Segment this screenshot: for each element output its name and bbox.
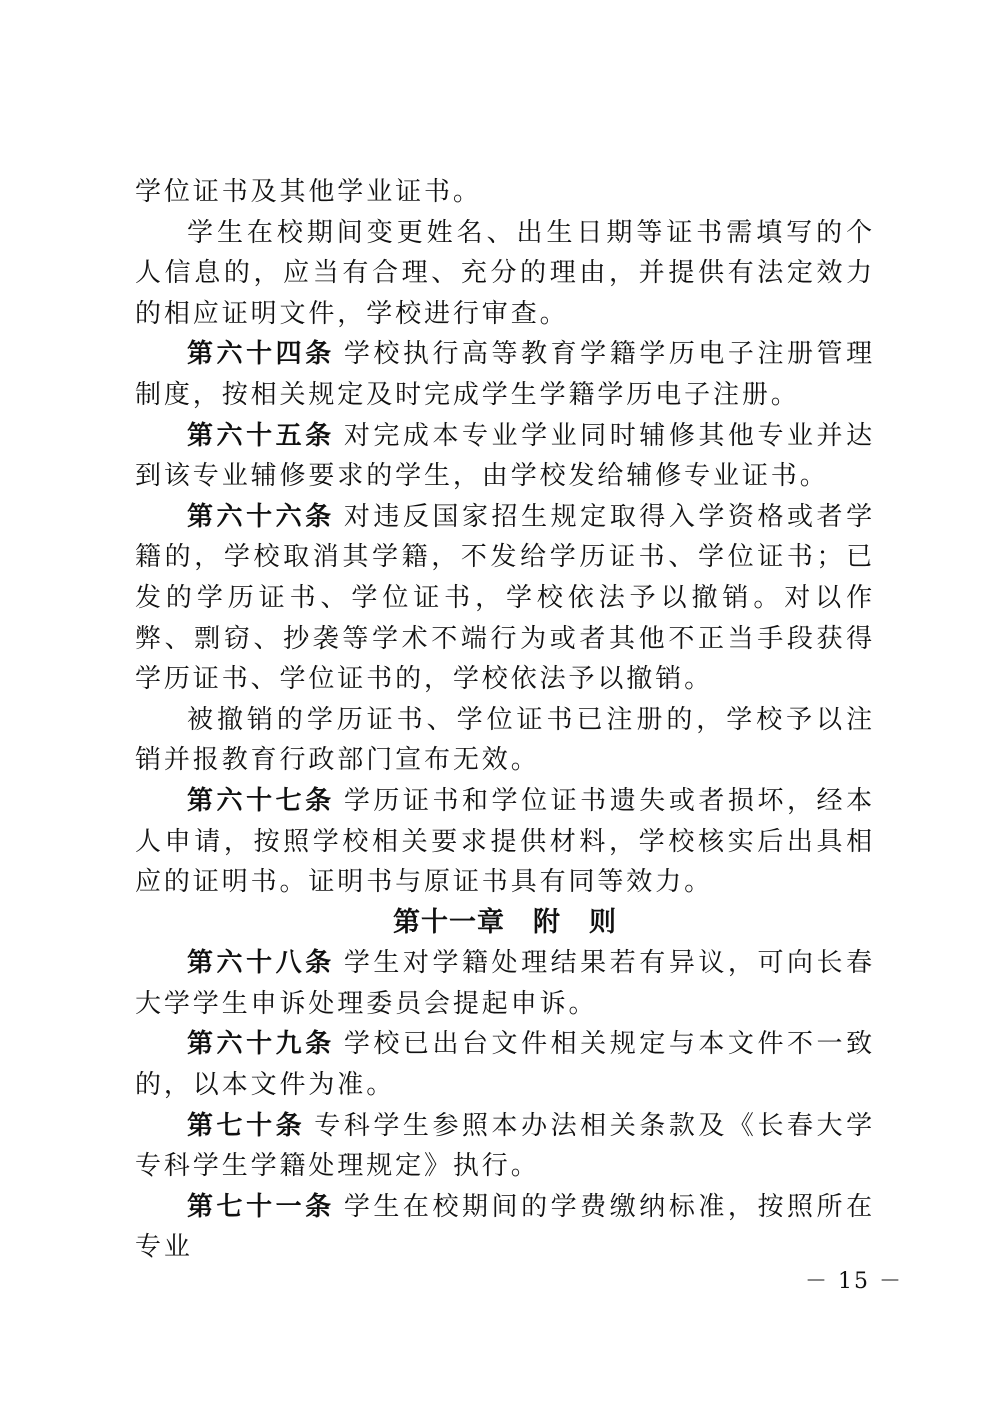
paragraph-text: 学位证书及其他学业证书。 bbox=[135, 177, 482, 207]
paragraph-text: 学生在校期间的学费缴纳标准，按照所在专业 bbox=[135, 1191, 875, 1263]
article-number: 第七十条 bbox=[187, 1110, 306, 1141]
paragraph-text: 专科学生参照本办法相关条款及《长春大学专科学生学籍处理规定》执行。 bbox=[135, 1110, 875, 1182]
article-paragraph bbox=[135, 1106, 875, 1187]
article-paragraph bbox=[135, 416, 875, 497]
article-paragraph bbox=[135, 334, 875, 415]
article-paragraph bbox=[135, 943, 875, 1024]
page-number: － 15 － bbox=[805, 1269, 903, 1294]
article-number: 第六十九条 bbox=[187, 1029, 335, 1060]
article-number: 第六十五条 bbox=[187, 420, 335, 451]
article-paragraph bbox=[135, 497, 875, 700]
paragraph-text: 学校已出台文件相关规定与本文件不一致的，以本文件为准。 bbox=[135, 1029, 875, 1101]
article-paragraph bbox=[135, 1024, 875, 1105]
article-number: 第六十六条 bbox=[187, 501, 335, 532]
paragraph bbox=[135, 172, 875, 213]
article-paragraph bbox=[135, 1187, 875, 1268]
article-number: 第六十四条 bbox=[187, 339, 335, 370]
article-paragraph bbox=[135, 781, 875, 903]
article-number: 第六十七条 bbox=[187, 785, 335, 816]
paragraph-text: 被撤销的学历证书、学位证书已注册的，学校予以注销并报教育行政部门宣布无效。 bbox=[135, 704, 875, 776]
paragraph-text: 学历证书和学位证书遗失或者损坏，经本人申请，按照学校相关要求提供材料，学校核实后出具相应的证明书。证明书与原证书具有同等效力。 bbox=[135, 785, 875, 898]
paragraph-text: 学生对学籍处理结果若有异议，可向长春大学学生申诉处理委员会提起申诉。 bbox=[135, 948, 875, 1019]
article-number: 第六十八条 bbox=[187, 948, 335, 979]
paragraph-text: 学校执行高等教育学籍学历电子注册管理制度，按相关规定及时完成学生学籍学历电子注册。 bbox=[135, 339, 875, 410]
document-body bbox=[135, 172, 875, 1268]
paragraph-text: 对违反国家招生规定取得入学资格或者学籍的，学校取消其学籍，不发给学历证书、学位证书；已发的学历证书、学位证书，学校依法予以撤销。对以作弊、剽窃、抄袭等学术不端行为或者其他不正当手段获得学历证书、学位证书的，学校依法予以撤销。 bbox=[135, 501, 875, 695]
paragraph-text: 学生在校期间变更姓名、出生日期等证书需填写的个人信息的，应当有合理、充分的理由，并提供有法定效力的相应证明文件，学校进行审查。 bbox=[135, 217, 875, 329]
paragraph bbox=[135, 213, 875, 335]
paragraph-text: 对完成本专业学业同时辅修其他专业并达到该专业辅修要求的学生，由学校发给辅修专业证书。 bbox=[135, 420, 875, 492]
chapter-heading: 第十一章 附 则 bbox=[393, 906, 617, 938]
article-number: 第七十一条 bbox=[187, 1191, 335, 1222]
paragraph bbox=[135, 700, 875, 781]
